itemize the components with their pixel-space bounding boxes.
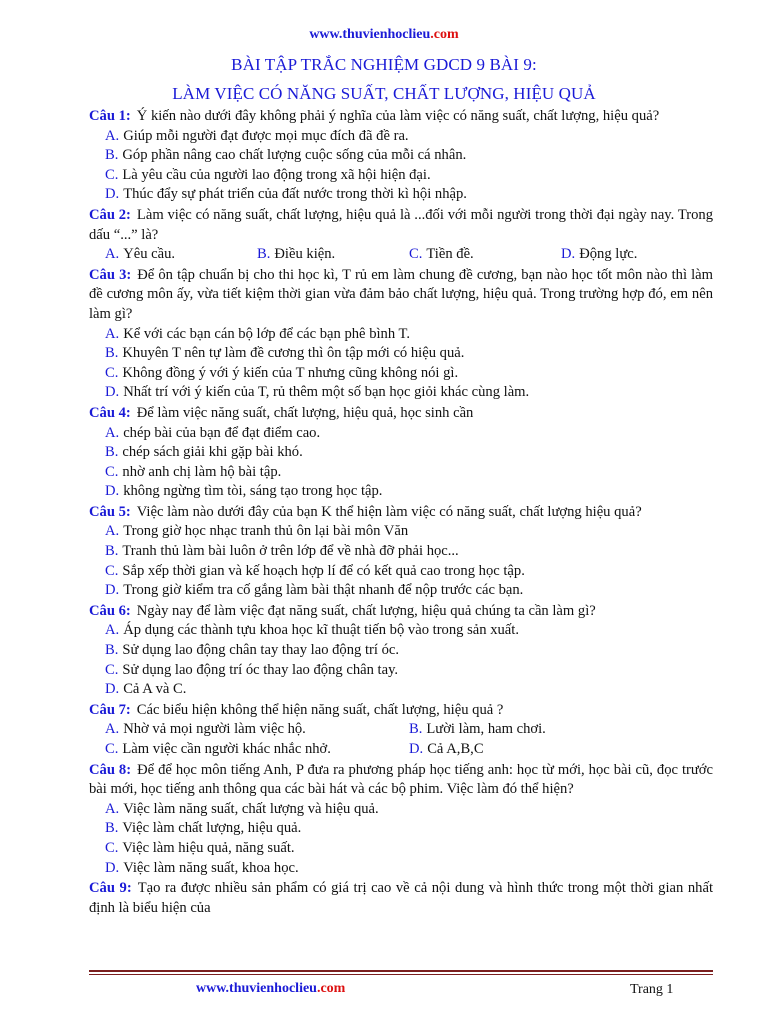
option-text: Nhất trí với ý kiến của T, rủ thêm một số bạn học giỏi khác cùng làm.	[123, 384, 530, 401]
option-a	[89, 800, 713, 820]
question-body: Các biểu hiện không thể hiện năng suất, chất lượng, hiệu quả ?	[136, 701, 504, 718]
option-c	[89, 839, 713, 859]
option-d	[89, 383, 713, 403]
option-a	[89, 127, 713, 147]
option-text: Trong giờ kiểm tra cố gắng làm bài thật nhanh để nộp trước các bạn.	[123, 582, 524, 599]
option-key: C.	[409, 246, 423, 263]
option-c	[89, 463, 713, 483]
option-d	[89, 859, 713, 879]
option-row	[89, 720, 713, 740]
option-text: Khuyên T nên tự làm đề cương thì ôn tập mới có hiệu quả.	[122, 345, 465, 362]
option-key: A.	[105, 622, 120, 639]
option-key: A.	[105, 424, 120, 441]
option-key: C.	[105, 364, 119, 381]
option-text: Cả A,B,C	[427, 741, 484, 757]
site-footer-name: www.thuvienhoclieu	[196, 981, 317, 996]
option-text: Trong giờ học nhạc tranh thủ ôn lại bài môn Văn	[123, 523, 409, 540]
option-d	[409, 740, 713, 760]
option-text: Nhờ vả mọi người làm việc hộ.	[123, 721, 306, 738]
option-key: A.	[105, 721, 120, 738]
option-a	[89, 325, 713, 345]
option-text: Động lực.	[579, 246, 638, 263]
question-text	[89, 761, 713, 800]
option-text: Việc làm chất lượng, hiệu quả.	[122, 820, 302, 837]
question-1	[89, 107, 713, 205]
option-c	[105, 740, 409, 760]
option-c	[89, 661, 713, 681]
option-c	[89, 562, 713, 582]
option-key: B.	[409, 721, 423, 738]
option-text: chép bài của bạn để đạt điểm cao.	[123, 424, 321, 441]
question-label: Câu 7:	[89, 701, 131, 718]
option-b	[257, 245, 409, 265]
option-key: D.	[105, 384, 120, 401]
question-2	[89, 206, 713, 265]
option-text: Sử dụng lao động trí óc thay lao động chân tay.	[122, 661, 399, 678]
question-text	[89, 206, 713, 245]
option-key: C.	[105, 839, 119, 856]
option-text: Tranh thủ làm bài luôn ở trên lớp để về nhà đỡ phải học...	[122, 543, 459, 560]
option-text: Làm việc cần người khác nhắc nhở.	[122, 741, 331, 757]
question-6	[89, 602, 713, 700]
option-b	[89, 146, 713, 166]
option-row	[89, 740, 713, 760]
question-3	[89, 266, 713, 403]
page-number: Trang 1	[630, 982, 674, 997]
question-body: Làm việc có năng suất, chất lượng, hiệu quả là ...đối với mỗi người trong thời đại ngày nay. Trong dấu “...” là?	[89, 206, 713, 243]
option-key: D.	[105, 582, 120, 599]
question-label: Câu 5:	[89, 503, 131, 520]
option-b	[89, 443, 713, 463]
option-key: B.	[105, 820, 119, 837]
option-key: B.	[105, 147, 119, 164]
option-key: C.	[105, 166, 119, 183]
site-footer[interactable]	[196, 981, 345, 997]
option-a	[105, 720, 409, 740]
option-key: D.	[561, 246, 576, 263]
footer-divider-thin	[89, 974, 713, 975]
option-key: B.	[105, 444, 119, 461]
option-d	[89, 581, 713, 601]
question-text	[89, 701, 713, 721]
question-text	[89, 107, 713, 127]
option-a	[105, 245, 257, 265]
option-text: Sắp xếp thời gian và kế hoạch hợp lí để có kết quả cao trong học tập.	[122, 562, 525, 579]
title-line-2: LÀM VIỆC CÓ NĂNG SUẤT, CHẤT LƯỢNG, HIỆU QUẢ	[172, 84, 596, 103]
option-text: Tiền đề.	[426, 246, 474, 263]
option-key: D.	[105, 483, 120, 500]
option-row	[89, 245, 713, 265]
option-text: Yêu cầu.	[123, 246, 176, 263]
question-list	[89, 106, 713, 918]
option-key: B.	[257, 246, 271, 263]
question-7	[89, 701, 713, 760]
option-key: B.	[105, 345, 119, 362]
option-text: Là yêu cầu của người lao động trong xã hội hiện đại.	[122, 166, 431, 183]
option-b	[89, 819, 713, 839]
site-header-domain: .com	[430, 27, 459, 42]
option-text: nhờ anh chị làm hộ bài tập.	[122, 463, 282, 480]
option-a	[89, 522, 713, 542]
question-text	[89, 266, 713, 325]
option-text: Không đồng ý với ý kiến của T nhưng cũng không nói gì.	[122, 364, 459, 381]
option-b	[89, 641, 713, 661]
question-text	[89, 404, 713, 424]
question-label: Câu 6:	[89, 602, 131, 619]
option-c	[89, 166, 713, 186]
option-c	[89, 364, 713, 384]
question-body: Để ôn tập chuẩn bị cho thi học kì, T rủ em làm chung đề cương, bạn nào học tốt môn nào thì làm đề cương môn ấy, vừa tiết kiệm thời gian vừa đảm bảo chất lượng, hiệu quả. Trong trường hợp đó, em nên làm gì?	[89, 266, 713, 322]
option-text: Góp phần nâng cao chất lượng cuộc sống của mỗi cá nhân.	[122, 147, 467, 164]
option-d	[89, 680, 713, 700]
option-key: D.	[105, 186, 120, 203]
option-key: D.	[409, 741, 424, 757]
question-text	[89, 602, 713, 622]
option-d	[561, 245, 713, 265]
option-a	[89, 621, 713, 641]
option-c	[409, 245, 561, 265]
option-text: Kể với các bạn cán bộ lớp để các bạn phê bình T.	[123, 325, 410, 342]
site-header[interactable]	[0, 27, 768, 43]
option-a	[89, 424, 713, 444]
option-key: B.	[105, 642, 119, 659]
option-text: Giúp mỗi người đạt được mọi mục đích đã đề ra.	[123, 127, 409, 144]
option-b	[89, 344, 713, 364]
question-body: Để để học môn tiếng Anh, P đưa ra phương pháp học tiếng anh: học từ mới, học bài cũ, đọc trước bài mới, học tiếng anh thông qua các bài hát và các bộ phim. Việc làm đó thể hiện?	[89, 761, 713, 798]
option-d	[89, 482, 713, 502]
question-5	[89, 503, 713, 601]
question-body: Việc làm nào dưới đây của bạn K thể hiện làm việc có năng suất, chất lượng hiệu quả?	[136, 503, 642, 520]
option-key: C.	[105, 741, 119, 757]
option-text: chép sách giải khi gặp bài khó.	[122, 444, 303, 461]
option-key: B.	[105, 543, 119, 560]
option-key: A.	[105, 325, 120, 342]
option-text: Cả A và C.	[123, 681, 187, 698]
option-b	[89, 542, 713, 562]
question-label: Câu 3:	[89, 266, 132, 283]
question-label: Câu 9:	[89, 880, 132, 897]
question-body: Tạo ra được nhiều sản phẩm có giá trị cao về cả nội dung và hình thức trong một thời gian nhất định là biểu hiện của	[89, 880, 714, 916]
question-4	[89, 404, 713, 502]
question-8	[89, 761, 713, 879]
option-text: Việc làm năng suất, chất lượng và hiệu quả.	[123, 800, 379, 817]
option-text: Thúc đẩy sự phát triển của đất nước trong thời kì hội nhập.	[123, 186, 467, 203]
question-body: Để làm việc năng suất, chất lượng, hiệu quả, học sinh cần	[136, 404, 474, 421]
option-text: Áp dụng các thành tựu khoa học kĩ thuật tiến bộ vào trong sản xuất.	[123, 622, 519, 639]
site-footer-domain: .com	[316, 981, 346, 996]
question-text	[89, 503, 713, 523]
question-label: Câu 4:	[89, 404, 131, 421]
option-key: A.	[105, 800, 120, 817]
option-b	[409, 720, 713, 740]
option-key: A.	[105, 246, 120, 263]
option-key: D.	[105, 859, 120, 876]
question-label: Câu 1:	[89, 108, 131, 124]
option-key: A.	[105, 127, 120, 144]
option-key: C.	[105, 661, 119, 678]
question-text	[89, 879, 713, 918]
option-text: Việc làm hiệu quả, năng suất.	[122, 839, 295, 856]
option-text: Lười làm, ham chơi.	[426, 721, 546, 738]
question-body: Ý kiến nào dưới đây không phải ý nghĩa của làm việc có năng suất, chất lượng, hiệu quả?	[136, 108, 660, 124]
footer-divider	[89, 970, 713, 972]
question-9	[89, 879, 713, 918]
option-key: D.	[105, 681, 120, 698]
option-text: Sử dụng lao động chân tay thay lao động trí óc.	[122, 642, 400, 659]
option-key: C.	[105, 463, 119, 480]
question-label: Câu 2:	[89, 206, 131, 223]
option-text: Điều kiện.	[274, 246, 336, 263]
question-label: Câu 8:	[89, 761, 132, 778]
option-key: A.	[105, 523, 120, 540]
option-text: không ngừng tìm tòi, sáng tạo trong học tập.	[123, 483, 383, 500]
option-d	[89, 185, 713, 205]
question-body: Ngày nay để làm việc đạt năng suất, chất lượng, hiệu quả chúng ta cần làm gì?	[136, 602, 596, 619]
site-header-name: www.thuvienhoclieu	[309, 27, 431, 42]
option-key: C.	[105, 562, 119, 579]
title-line-1: BÀI TẬP TRẮC NGHIỆM GDCD 9 BÀI 9:	[231, 55, 537, 74]
option-text: Việc làm năng suất, khoa học.	[123, 859, 299, 876]
